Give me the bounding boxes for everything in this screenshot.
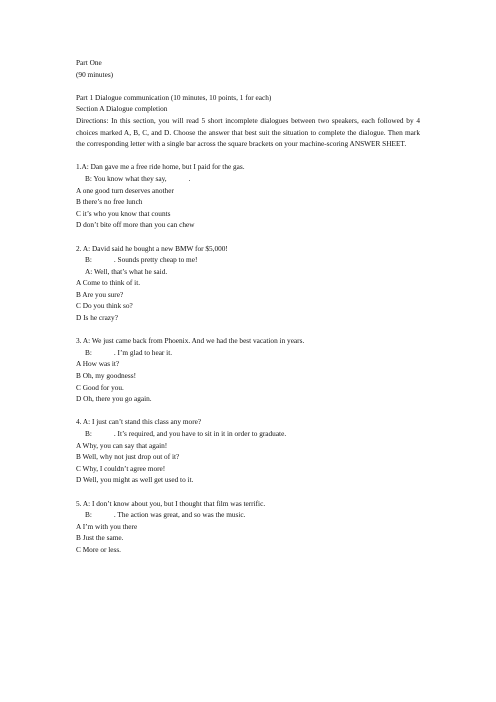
directions-paragraph: Directions: In this section, you will read 5 short incomplete dialogues between two speakers, each followed by 4 choices marked A, B, C, and D. Choose the answer that best suit the situation to complete the dialogue. Then mark the corresponding letter with a single bar across the square brackets on your machine-scoring ANSWER SHEET. [76, 115, 420, 149]
response-tail: . Sounds pretty cheap to me! [113, 255, 198, 265]
option-a: A one good turn deserves another [76, 185, 174, 195]
response-line [76, 428, 420, 440]
response-line [76, 509, 420, 521]
option-c: C Good for you. [76, 382, 124, 392]
question-2 [76, 243, 420, 324]
response-lead: B: [85, 347, 92, 357]
response-line [76, 173, 420, 185]
response-lead: B: [85, 255, 92, 265]
option-a: A I’m with you there [76, 521, 138, 531]
response-tail: . It’s required, and you have to sit in it in order to graduate. [113, 429, 287, 438]
question-prompt: 3. A: We just came back from Phoenix. And we had the best vacation in years. [76, 336, 305, 346]
question-prompt: 1.A: Dan gave me a free ride home, but I paid for the gas. [76, 162, 245, 172]
option-b: B Well, why not just drop out of it? [76, 452, 180, 462]
response-tail: . I’m glad to hear it. [113, 347, 173, 357]
response-line [76, 347, 420, 359]
question-5 [76, 498, 420, 556]
followup-line: A: Well, that’s what he said. [85, 266, 168, 276]
question-1 [76, 161, 420, 231]
option-d: D Oh, there you go again. [76, 394, 152, 404]
question-4 [76, 416, 420, 486]
option-b: B Are you sure? [76, 289, 124, 299]
option-c: C Why, I couldn’t agree more! [76, 463, 166, 473]
part-heading: Part One [76, 58, 102, 67]
option-b: B Just the same. [76, 533, 124, 543]
question-prompt: 2. A: David said he bought a new BMW for $5,000! [76, 243, 228, 253]
response-lead: B: You know what they say, [85, 173, 167, 183]
option-d: D Well, you might as well get used to it. [76, 475, 194, 485]
section-title: Section A Dialogue completion [76, 104, 168, 114]
option-c: C it’s who you know that counts [76, 208, 171, 218]
question-prompt: 5. A: I don’t know about you, but I thought that film was terrific. [76, 498, 266, 508]
option-c: C More or less. [76, 544, 121, 554]
option-b: B Oh, my goodness! [76, 371, 136, 381]
option-c: C Do you think so? [76, 301, 133, 311]
option-a: A Come to think of it. [76, 278, 141, 288]
question-prompt: 4. A: I just can’t stand this class any more? [76, 417, 202, 427]
question-3 [76, 335, 420, 405]
response-lead: B: [85, 510, 92, 520]
part1-title: Part 1 Dialogue communication (10 minutes, 10 points, 1 for each) [76, 92, 272, 102]
response-lead: B: [85, 429, 92, 438]
response-tail: . The action was great, and so was the music. [113, 510, 246, 520]
option-d: D Is he crazy? [76, 313, 118, 323]
response-line [76, 254, 420, 266]
option-b: B there’s no free lunch [76, 197, 143, 207]
document-page [76, 57, 420, 556]
response-tail: . [188, 173, 191, 183]
option-d: D don’t bite off more than you can chew [76, 220, 195, 230]
option-a: A How was it? [76, 359, 120, 369]
time-allotted: (90 minutes) [76, 69, 114, 79]
option-a: A Why, you can say that again! [76, 440, 168, 450]
